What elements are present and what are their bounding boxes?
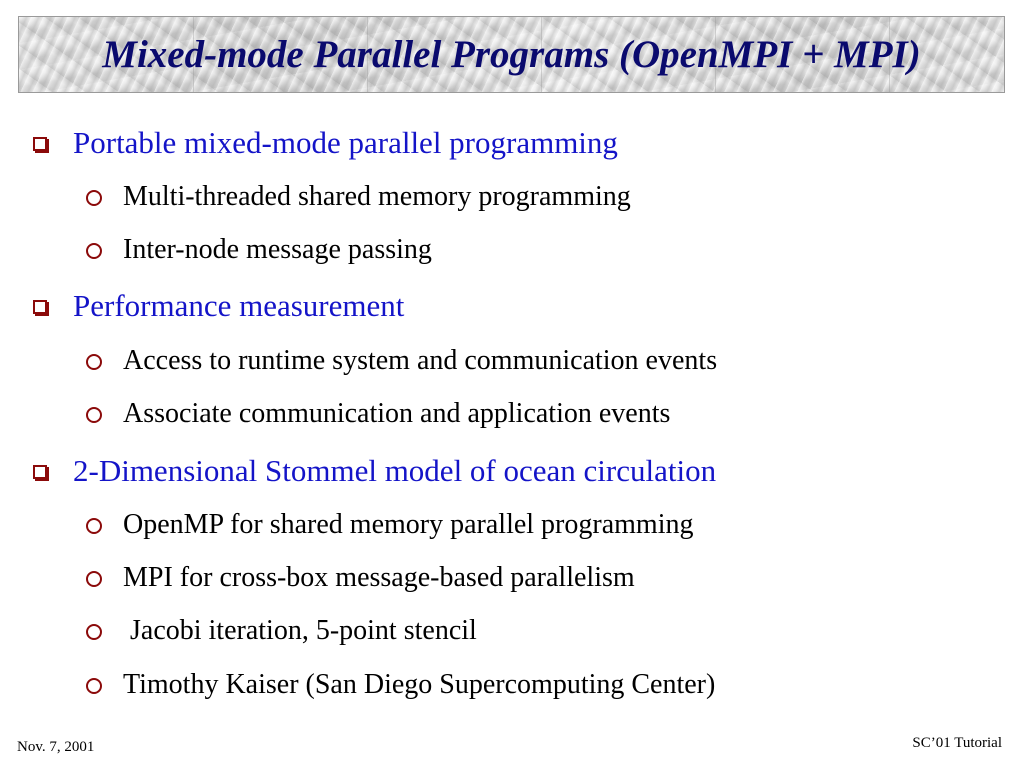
- circle-bullet-icon: [86, 571, 102, 587]
- square-bullet-icon: [33, 137, 47, 151]
- bullet-level1: [33, 451, 716, 491]
- slide-title: Mixed-mode Parallel Programs (OpenMPI + MPI): [102, 33, 921, 76]
- bullet-level2: [86, 667, 715, 703]
- footer-event: SC’01 Tutorial: [912, 735, 1002, 751]
- circle-bullet-icon: [86, 678, 102, 694]
- bullet-level1: [33, 123, 618, 163]
- bullet-level1-text: 2-Dimensional Stommel model of ocean circulation: [73, 453, 717, 488]
- bullet-level2: [86, 613, 477, 649]
- bullet-level2: [86, 507, 693, 543]
- bullet-level2-text: Associate communication and application events: [123, 398, 671, 429]
- bullet-level1-text: Portable mixed-mode parallel programming: [73, 125, 618, 160]
- circle-bullet-icon: [86, 518, 102, 534]
- footer-date: Nov. 7, 2001: [17, 739, 95, 755]
- bullet-level2-text: Inter-node message passing: [123, 234, 432, 265]
- circle-bullet-icon: [86, 190, 102, 206]
- square-bullet-icon: [33, 300, 47, 314]
- circle-bullet-icon: [86, 243, 102, 259]
- bullet-level2: [86, 232, 432, 268]
- bullet-level2-text: Jacobi iteration, 5-point stencil: [123, 615, 477, 646]
- bullet-level2-text: Multi-threaded shared memory programming: [123, 181, 631, 212]
- circle-bullet-icon: [86, 624, 102, 640]
- circle-bullet-icon: [86, 354, 102, 370]
- bullet-level1: [33, 286, 404, 326]
- bullet-level2: [86, 560, 635, 596]
- bullet-level2: [86, 343, 717, 379]
- bullet-level2-text: MPI for cross-box message-based parallelism: [123, 562, 635, 593]
- bullet-level2: [86, 179, 631, 215]
- circle-bullet-icon: [86, 407, 102, 423]
- bullet-level2-text: OpenMP for shared memory parallel programming: [123, 509, 694, 540]
- bullet-level2-text: Timothy Kaiser (San Diego Supercomputing Center): [123, 669, 716, 700]
- bullet-level1-text: Performance measurement: [73, 288, 405, 323]
- square-bullet-icon: [33, 465, 47, 479]
- bullet-level2: [86, 396, 670, 432]
- bullet-level2-text: Access to runtime system and communication events: [123, 345, 718, 376]
